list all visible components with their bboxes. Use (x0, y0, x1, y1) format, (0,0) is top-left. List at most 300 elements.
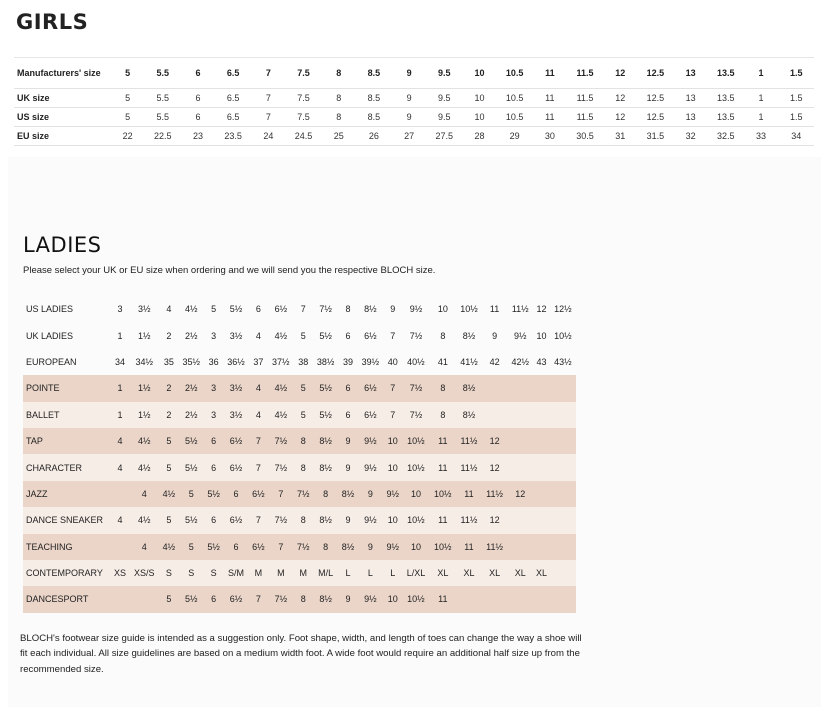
girls-size-cell: 8.5 (356, 108, 391, 127)
ladies-size-cell (533, 586, 549, 612)
ladies-table-row (23, 428, 576, 454)
ladies-size-cell: 10 (437, 304, 448, 315)
ladies-size-cell (482, 586, 507, 612)
girls-size-cell: 10.5 (497, 89, 532, 108)
ladies-size-cell: 10½ (402, 454, 430, 480)
ladies-size-cell: 9½ (383, 481, 402, 507)
girls-header-cell: 1.5 (779, 58, 814, 89)
ladies-table-row (23, 586, 576, 612)
ladies-row-label: TAP (23, 428, 111, 454)
ladies-size-cell: 9 (339, 507, 358, 533)
ladies-row-label: CONTEMPORARY (23, 560, 111, 586)
ladies-size-table (23, 296, 576, 613)
ladies-size-cell: 6½ (223, 507, 249, 533)
ladies-size-cell: 8 (345, 304, 351, 315)
ladies-size-cell: 41½ (460, 356, 478, 367)
ladies-size-cell: 40 (387, 356, 398, 367)
ladies-size-cell (550, 402, 576, 428)
ladies-size-cell (550, 481, 576, 507)
ladies-size-cell (507, 454, 533, 480)
ladies-row-label: DANCESPORT (23, 586, 111, 612)
ladies-size-cell: 2 (160, 402, 179, 428)
ladies-size-cell: 6½ (249, 481, 268, 507)
ladies-size-cell: 6½ (357, 375, 383, 401)
girls-size-cell: 7.5 (286, 89, 321, 108)
ladies-size-cell: 3 (211, 330, 217, 341)
ladies-size-cell (507, 375, 533, 401)
ladies-size-cell: L (357, 560, 383, 586)
girls-size-cell: 5.5 (145, 89, 180, 108)
ladies-size-cell (111, 586, 129, 612)
ladies-size-cell: 9 (357, 534, 383, 560)
ladies-size-cell: 1 (117, 330, 123, 341)
ladies-size-cell: 39½ (361, 356, 380, 367)
ladies-size-cell: 5 (211, 304, 217, 315)
ladies-size-cell: 39 (343, 356, 354, 367)
ladies-size-cell: 5 (294, 375, 313, 401)
ladies-size-cell: 7 (249, 507, 268, 533)
ladies-size-cell: 2½ (178, 402, 204, 428)
girls-size-cell: 11.5 (567, 108, 602, 127)
girls-size-cell: 28 (462, 127, 497, 146)
ladies-size-cell: 9½ (357, 454, 383, 480)
ladies-size-cell: 5 (178, 534, 204, 560)
ladies-size-cell: 11½ (482, 534, 507, 560)
ladies-size-cell (482, 375, 507, 401)
girls-size-cell: 5 (110, 89, 145, 108)
ladies-row-label: UK LADIES (26, 330, 74, 341)
girls-size-cell: 31 (603, 127, 638, 146)
ladies-size-cell: 5 (300, 330, 306, 341)
girls-size-cell: 9.5 (427, 108, 462, 127)
ladies-size-cell: 8 (313, 481, 339, 507)
ladies-size-cell: 4 (111, 428, 129, 454)
girls-size-cell: 7 (251, 108, 286, 127)
ladies-size-cell: 10½ (402, 507, 430, 533)
ladies-row-label: JAZZ (23, 481, 111, 507)
ladies-size-cell: 12 (482, 428, 507, 454)
girls-size-cell: 6 (180, 108, 215, 127)
girls-size-table (14, 57, 814, 146)
ladies-table-row (23, 507, 576, 533)
ladies-size-cell: 8½ (313, 586, 339, 612)
ladies-size-cell: M (249, 560, 268, 586)
girls-header-cell: 12.5 (638, 58, 673, 89)
ladies-size-cell: 11½ (456, 507, 482, 533)
ladies-size-cell: 1½ (137, 330, 151, 341)
girls-size-cell: 12.5 (638, 89, 673, 108)
ladies-size-cell: 4 (129, 534, 160, 560)
ladies-size-cell: 7 (300, 304, 306, 315)
girls-header-cell: 13 (673, 58, 708, 89)
girls-size-cell: 31.5 (638, 127, 673, 146)
ladies-size-cell: 11½ (456, 428, 482, 454)
ladies-size-cell (533, 428, 549, 454)
ladies-size-cell: 5 (294, 402, 313, 428)
ladies-size-cell: 6 (204, 586, 223, 612)
ladies-size-cell: 4 (166, 304, 172, 315)
ladies-size-cell (550, 560, 576, 586)
girls-size-cell: 5 (110, 108, 145, 127)
ladies-size-cell: 8½ (313, 428, 339, 454)
ladies-size-cell: 10 (383, 507, 402, 533)
girls-header-cell: 5 (110, 58, 145, 89)
ladies-size-cell: 43½ (554, 356, 572, 367)
ladies-size-cell: 10½ (402, 428, 430, 454)
girls-size-cell: 9.5 (427, 89, 462, 108)
girls-size-cell: 1 (743, 108, 778, 127)
ladies-size-cell: S (178, 560, 204, 586)
girls-header-cell: 8.5 (356, 58, 391, 89)
ladies-size-cell: 9½ (409, 304, 423, 315)
ladies-size-cell: 7 (249, 586, 268, 612)
ladies-size-cell (533, 534, 549, 560)
girls-row-label: US size (14, 108, 110, 127)
girls-size-cell: 22 (110, 127, 145, 146)
girls-row-label: EU size (14, 127, 110, 146)
girls-size-cell: 9 (392, 89, 427, 108)
ladies-size-cell: 1½ (129, 402, 160, 428)
ladies-size-cell: 2½ (184, 330, 198, 341)
ladies-size-cell: 38 (298, 356, 309, 367)
girls-size-cell: 5.5 (145, 108, 180, 127)
ladies-size-cell: 5½ (178, 586, 204, 612)
ladies-size-cell: 5½ (178, 507, 204, 533)
ladies-size-cell: 1 (111, 402, 129, 428)
ladies-size-cell: 10½ (402, 586, 430, 612)
ladies-size-cell: 9 (357, 481, 383, 507)
ladies-size-cell: 8 (440, 330, 446, 341)
ladies-size-cell: 10 (402, 534, 430, 560)
ladies-size-cell: 7 (249, 454, 268, 480)
ladies-size-cell: 5½ (178, 454, 204, 480)
girls-header-cell: 12 (603, 58, 638, 89)
ladies-size-cell: 8½ (456, 375, 482, 401)
ladies-size-cell: 37½ (272, 356, 290, 367)
ladies-size-cell: XL (430, 560, 456, 586)
ladies-size-cell: 3 (204, 375, 223, 401)
ladies-size-cell: 6 (223, 534, 249, 560)
ladies-table-row (23, 560, 576, 586)
girls-header-label: Manufacturers' size (14, 58, 110, 89)
ladies-size-cell: 7 (383, 375, 402, 401)
ladies-size-cell: 9½ (513, 330, 527, 341)
ladies-size-cell: 11 (489, 304, 500, 315)
ladies-size-cell: 6½ (357, 402, 383, 428)
ladies-title: LADIES (23, 233, 102, 257)
ladies-size-cell: 6 (204, 428, 223, 454)
ladies-table-row (23, 375, 576, 401)
girls-table-row (14, 89, 814, 108)
ladies-size-cell: 7 (268, 481, 294, 507)
ladies-size-cell: 5½ (229, 304, 243, 315)
ladies-size-cell: 7½ (294, 534, 313, 560)
size-guide-footnote: BLOCH's footwear size guide is intended as a suggestion only. Foot shape, width, and length of toes can change the way a shoe will fit each individual. All size guidelines are based on a medium width foot. A wide foot would require an additional half size up from the recommended size. (20, 633, 582, 675)
ladies-size-cell: 9½ (383, 534, 402, 560)
girls-size-cell: 29 (497, 127, 532, 146)
ladies-table-row (23, 534, 576, 560)
ladies-table-row (23, 322, 576, 348)
ladies-row-label: TEACHING (23, 534, 111, 560)
ladies-size-cell: 3 (117, 304, 123, 315)
ladies-size-cell: M (268, 560, 294, 586)
ladies-size-cell: 10 (402, 481, 430, 507)
ladies-size-cell: 6 (339, 375, 358, 401)
ladies-size-cell: M (294, 560, 313, 586)
ladies-row-label: POINTE (23, 375, 111, 401)
ladies-size-cell: 7 (249, 428, 268, 454)
ladies-size-cell: 9 (339, 428, 358, 454)
ladies-size-cell: 11 (430, 586, 456, 612)
ladies-size-cell: 6 (339, 402, 358, 428)
girls-size-cell: 12 (603, 89, 638, 108)
girls-size-cell: 10 (462, 108, 497, 127)
ladies-size-cell: 2 (166, 330, 172, 341)
girls-size-cell: 26 (356, 127, 391, 146)
girls-size-cell: 8 (321, 108, 356, 127)
ladies-size-cell: 4 (249, 375, 268, 401)
ladies-size-cell (456, 586, 482, 612)
ladies-size-cell (507, 402, 533, 428)
ladies-size-cell: 7½ (268, 586, 294, 612)
girls-row-label: UK size (14, 89, 110, 108)
ladies-size-cell: 11 (456, 481, 482, 507)
ladies-size-cell: 4 (249, 402, 268, 428)
girls-header-cell: 10 (462, 58, 497, 89)
ladies-size-cell (550, 454, 576, 480)
ladies-table-row (23, 454, 576, 480)
girls-header-cell: 5.5 (145, 58, 180, 89)
ladies-size-cell (533, 507, 549, 533)
girls-size-cell: 10.5 (497, 108, 532, 127)
ladies-size-cell: 11½ (482, 481, 507, 507)
ladies-size-cell: 35½ (182, 356, 200, 367)
ladies-size-cell: 8½ (313, 454, 339, 480)
ladies-size-cell: XS/S (129, 560, 160, 586)
girls-header-cell: 6 (180, 58, 215, 89)
ladies-size-cell: 38½ (316, 356, 335, 367)
ladies-size-cell: 5½ (204, 534, 223, 560)
ladies-size-cell: 4½ (160, 534, 179, 560)
ladies-size-cell: 4½ (129, 428, 160, 454)
ladies-size-cell: 37 (253, 356, 264, 367)
ladies-size-cell: 4½ (268, 375, 294, 401)
ladies-size-cell: 7½ (268, 428, 294, 454)
ladies-size-cell: 6 (204, 454, 223, 480)
girls-table-row (14, 108, 814, 127)
ladies-size-cell: 4½ (129, 454, 160, 480)
ladies-size-cell: 12 (482, 454, 507, 480)
ladies-size-cell (507, 586, 533, 612)
girls-size-cell: 27.5 (427, 127, 462, 146)
girls-size-cell: 7 (251, 89, 286, 108)
ladies-size-cell (111, 481, 129, 507)
girls-size-cell: 1 (743, 89, 778, 108)
ladies-size-cell: 6½ (223, 454, 249, 480)
ladies-row-label: US LADIES (26, 304, 74, 315)
girls-header-cell: 11.5 (567, 58, 602, 89)
ladies-size-cell: 8½ (462, 330, 476, 341)
ladies-size-cell: 11 (430, 507, 456, 533)
girls-header-cell: 11 (532, 58, 567, 89)
ladies-size-cell: 5 (160, 454, 179, 480)
ladies-size-cell: 9 (339, 586, 358, 612)
girls-size-cell: 24 (251, 127, 286, 146)
ladies-size-cell: XL (507, 560, 533, 586)
girls-size-cell: 9 (392, 108, 427, 127)
ladies-size-cell: 9½ (357, 428, 383, 454)
girls-size-cell: 6.5 (216, 108, 251, 127)
ladies-size-cell (550, 507, 576, 533)
ladies-size-cell: 7½ (294, 481, 313, 507)
girls-size-cell: 12 (603, 108, 638, 127)
ladies-size-cell (129, 586, 160, 612)
ladies-size-cell: 8 (294, 428, 313, 454)
girls-size-cell: 33 (743, 127, 778, 146)
girls-header-cell: 9 (392, 58, 427, 89)
ladies-size-cell: 7½ (409, 330, 423, 341)
ladies-size-cell: 8 (294, 586, 313, 612)
girls-size-cell: 10 (462, 89, 497, 108)
ladies-size-cell: 4½ (268, 402, 294, 428)
ladies-size-cell: 10 (383, 454, 402, 480)
ladies-size-cell: M/L (313, 560, 339, 586)
girls-header-row (14, 58, 814, 89)
girls-size-cell: 30 (532, 127, 567, 146)
ladies-size-cell: XL (533, 560, 549, 586)
ladies-size-cell: 7 (383, 402, 402, 428)
girls-header-cell: 6.5 (216, 58, 251, 89)
ladies-size-cell: 10½ (430, 534, 456, 560)
girls-size-cell: 12.5 (638, 108, 673, 127)
ladies-size-cell: 36½ (227, 356, 245, 367)
ladies-size-cell: 9 (339, 454, 358, 480)
girls-size-cell: 8.5 (356, 89, 391, 108)
ladies-size-cell: 5 (160, 507, 179, 533)
girls-size-cell: 6.5 (216, 89, 251, 108)
ladies-size-cell: 12½ (554, 304, 572, 315)
ladies-size-cell: L (383, 560, 402, 586)
ladies-size-cell (533, 402, 549, 428)
girls-size-cell: 1.5 (779, 89, 814, 108)
ladies-size-cell: 10½ (430, 481, 456, 507)
ladies-size-cell: 10 (536, 330, 547, 341)
girls-table-row (14, 127, 814, 146)
ladies-row-label: DANCE SNEAKER (23, 507, 111, 533)
girls-size-cell: 11 (532, 89, 567, 108)
girls-header-cell: 8 (321, 58, 356, 89)
ladies-size-cell: 8½ (313, 507, 339, 533)
ladies-size-cell: 8½ (339, 534, 358, 560)
ladies-size-cell: 12 (507, 481, 533, 507)
ladies-size-cell: 6½ (249, 534, 268, 560)
ladies-size-cell: 3½ (229, 330, 243, 341)
ladies-size-cell: 42 (489, 356, 500, 367)
ladies-size-cell: 5 (178, 481, 204, 507)
girls-size-cell: 27 (392, 127, 427, 146)
ladies-size-cell: L (339, 560, 358, 586)
ladies-size-cell: 7½ (402, 402, 430, 428)
ladies-size-cell: 3½ (137, 304, 151, 315)
ladies-size-cell: 5 (160, 428, 179, 454)
ladies-size-cell: 9 (492, 330, 498, 341)
ladies-size-cell: 36 (208, 356, 219, 367)
ladies-size-cell: 4½ (184, 304, 198, 315)
girls-title: GIRLS (16, 10, 89, 34)
ladies-size-cell: 5½ (313, 402, 339, 428)
ladies-size-cell: XS (111, 560, 129, 586)
ladies-size-cell: L/XL (402, 560, 430, 586)
girls-size-cell: 30.5 (567, 127, 602, 146)
ladies-size-cell: 1 (111, 375, 129, 401)
ladies-size-cell (507, 507, 533, 533)
ladies-size-cell: 9½ (357, 507, 383, 533)
ladies-size-cell: 9½ (357, 586, 383, 612)
ladies-size-cell: 6 (255, 304, 261, 315)
girls-size-cell: 7.5 (286, 108, 321, 127)
ladies-size-cell: 10½ (460, 304, 478, 315)
ladies-size-cell (533, 481, 549, 507)
ladies-size-cell: 3½ (223, 375, 249, 401)
ladies-table-row (23, 402, 576, 428)
girls-size-cell: 11.5 (567, 89, 602, 108)
ladies-size-cell: 11 (456, 534, 482, 560)
ladies-size-cell: 35 (163, 356, 174, 367)
ladies-size-cell: 8½ (456, 402, 482, 428)
ladies-size-cell: 11½ (456, 454, 482, 480)
ladies-size-cell: 12 (536, 304, 547, 315)
ladies-size-cell: 4 (111, 454, 129, 480)
ladies-size-cell: 4 (129, 481, 160, 507)
ladies-size-cell: 7½ (402, 375, 430, 401)
ladies-size-cell: 6 (345, 330, 351, 341)
ladies-size-cell: 42½ (511, 356, 529, 367)
ladies-size-cell: 6½ (364, 330, 377, 341)
ladies-size-cell: 5½ (204, 481, 223, 507)
ladies-size-cell: 6½ (223, 586, 249, 612)
ladies-size-cell: 2 (160, 375, 179, 401)
girls-size-cell: 22.5 (145, 127, 180, 146)
girls-header-cell: 9.5 (427, 58, 462, 89)
ladies-size-cell: 3½ (223, 402, 249, 428)
ladies-size-cell (550, 586, 576, 612)
girls-size-cell: 25 (321, 127, 356, 146)
ladies-size-cell: 7½ (319, 304, 332, 315)
ladies-row-label: BALLET (23, 402, 111, 428)
ladies-subtitle: Please select your UK or EU size when ordering and we will send you the respective BLOCH size. (23, 265, 436, 276)
ladies-size-cell (550, 534, 576, 560)
ladies-size-cell (111, 534, 129, 560)
ladies-size-cell: 3 (204, 402, 223, 428)
ladies-size-cell (550, 375, 576, 401)
ladies-table-row (23, 481, 576, 507)
girls-header-cell: 7.5 (286, 58, 321, 89)
ladies-table-row (23, 296, 576, 322)
ladies-size-cell: 8½ (339, 481, 358, 507)
ladies-size-cell: 6 (204, 507, 223, 533)
ladies-size-cell: 6 (223, 481, 249, 507)
ladies-size-cell: 5½ (178, 428, 204, 454)
ladies-size-cell: 34 (114, 356, 125, 367)
ladies-size-cell: 7½ (268, 507, 294, 533)
ladies-size-cell: 5 (160, 586, 179, 612)
ladies-size-cell: 1½ (129, 375, 160, 401)
girls-size-cell: 13.5 (708, 89, 743, 108)
ladies-size-cell: 12 (482, 507, 507, 533)
ladies-size-cell: S (160, 560, 179, 586)
ladies-size-cell: 8 (430, 375, 456, 401)
ladies-size-cell: S/M (223, 560, 249, 586)
